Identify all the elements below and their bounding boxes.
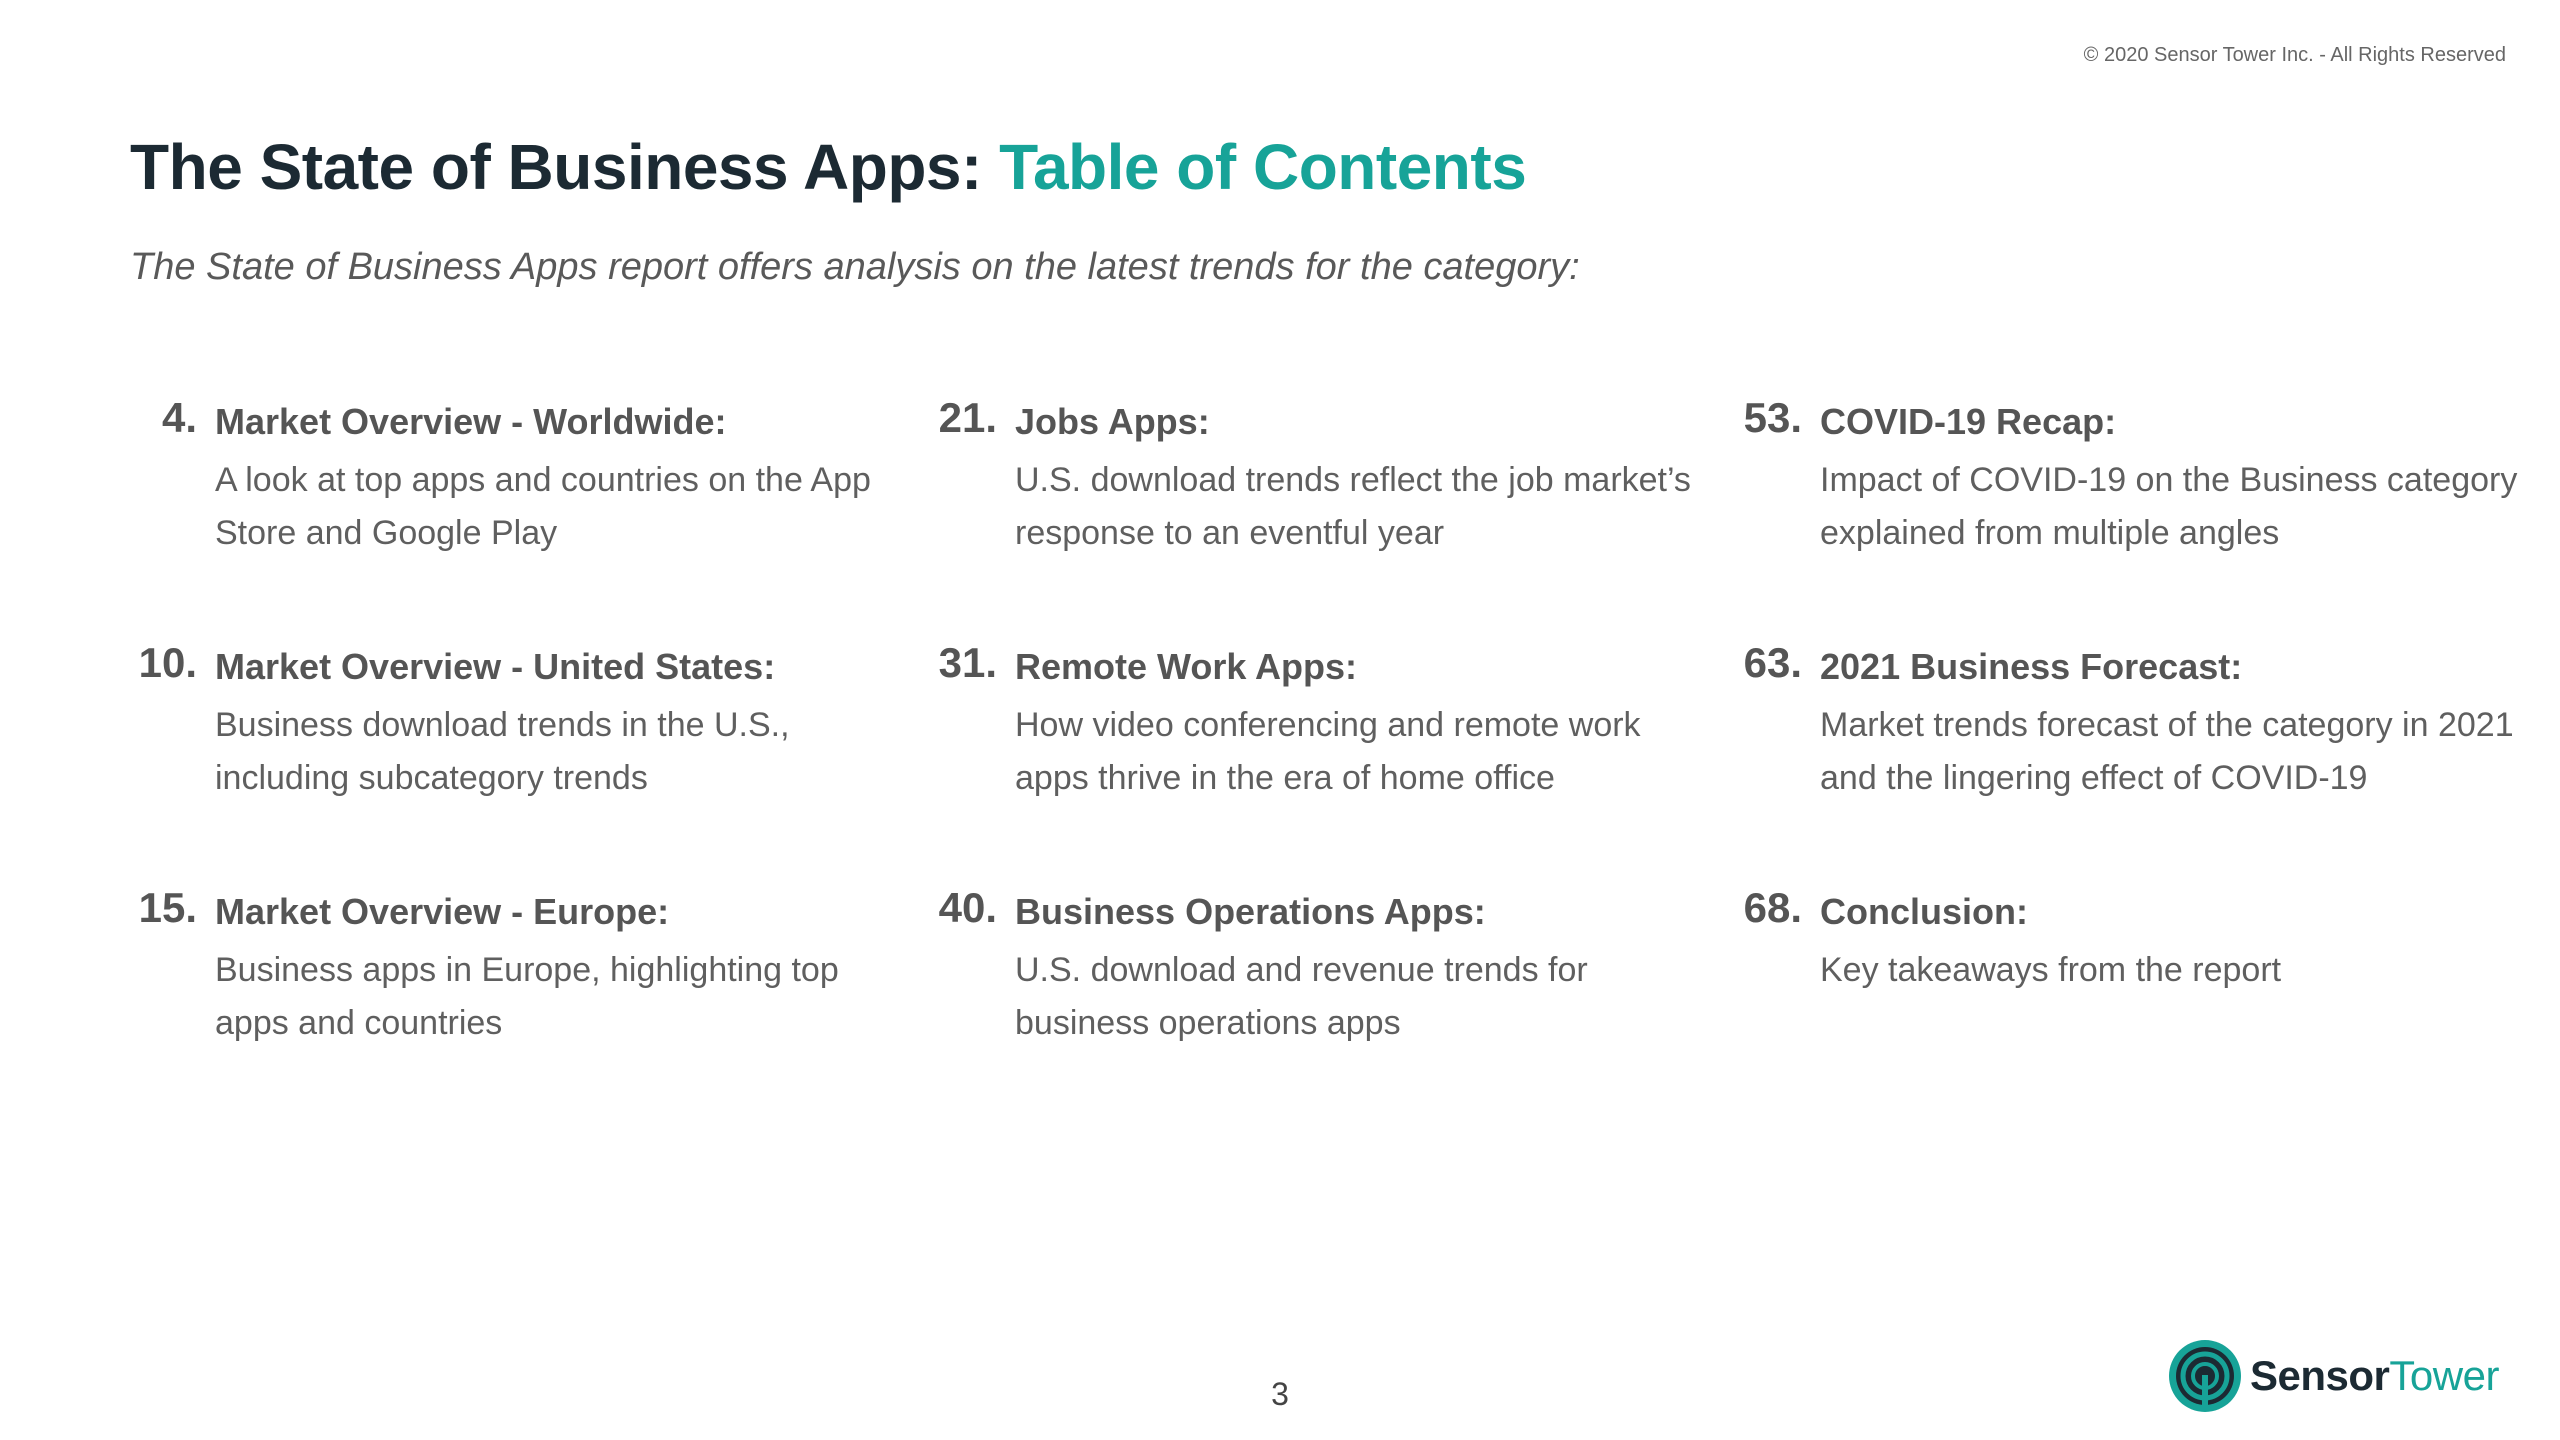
toc-item-market-overview-us[interactable] — [138, 639, 935, 805]
page-title-accent: Table of Contents — [999, 131, 1527, 203]
toc-description: Impact of COVID-19 on the Business category explained from multiple angles — [1820, 461, 2518, 552]
toc-description: Business apps in Europe, highlighting top apps and countries — [215, 951, 839, 1042]
toc-page-number: 31. — [938, 639, 997, 686]
toc-description: A look at top apps and countries on the App Store and Google Play — [215, 461, 871, 552]
toc-description: Business download trends in the U.S., including subcategory trends — [215, 706, 790, 797]
toc-heading: Conclusion: — [1820, 891, 2028, 932]
toc-heading: Business Operations Apps: — [1015, 891, 1486, 932]
toc-description: Key takeaways from the report — [1820, 951, 2282, 989]
toc-item-conclusion[interactable] — [1743, 884, 2540, 997]
toc-page-number: 53. — [1743, 394, 1802, 441]
toc-item-market-overview-worldwide[interactable] — [161, 394, 935, 560]
toc-item-business-forecast[interactable] — [1743, 639, 2540, 805]
toc-item-market-overview-europe[interactable] — [138, 884, 935, 1050]
toc-description: How video conferencing and remote work apps thrive in the era of home office — [1015, 706, 1641, 797]
page-subtitle: The State of Business Apps report offers analysis on the latest trends for the category: — [130, 246, 1580, 288]
sensor-tower-logo-icon — [2168, 1339, 2242, 1413]
toc-item-business-operations-apps[interactable] — [938, 884, 1735, 1050]
toc-heading: Market Overview - Worldwide: — [215, 401, 727, 442]
toc-heading: Remote Work Apps: — [1015, 646, 1358, 687]
toc-page-number: 10. — [138, 639, 197, 686]
logo-text-tower: Tower — [2389, 1352, 2499, 1399]
toc-description: U.S. download and revenue trends for business operations apps — [1015, 951, 1588, 1042]
copyright-notice: © 2020 Sensor Tower Inc. - All Rights Reserved — [2083, 44, 2506, 66]
toc-heading: 2021 Business Forecast: — [1820, 646, 2243, 687]
toc-item-remote-work-apps[interactable] — [938, 639, 1735, 805]
toc-description: U.S. download trends reflect the job market’s response to an eventful year — [1015, 461, 1691, 552]
toc-heading: Jobs Apps: — [1015, 401, 1210, 442]
toc-heading: Market Overview - United States: — [215, 646, 776, 687]
toc-page-number: 63. — [1743, 639, 1802, 686]
toc-item-jobs-apps[interactable] — [938, 394, 1735, 560]
toc-heading: COVID-19 Recap: — [1820, 401, 2117, 442]
toc-page-number: 4. — [161, 394, 197, 441]
toc-item-covid-19-recap[interactable] — [1743, 394, 2540, 560]
toc-page-number: 40. — [938, 884, 997, 931]
page-number: 3 — [1271, 1376, 1289, 1412]
toc-page-number: 15. — [138, 884, 197, 931]
sensor-tower-logo — [2168, 1336, 2499, 1416]
toc-description: Market trends forecast of the category in 2021 and the lingering effect of COVID-19 — [1820, 706, 2514, 797]
toc-heading: Market Overview - Europe: — [215, 891, 670, 932]
toc-page-number: 21. — [938, 394, 997, 441]
sensor-tower-logo-text — [2250, 1352, 2499, 1400]
page-title-main: The State of Business Apps: — [130, 131, 1000, 203]
logo-text-sensor: Sensor — [2250, 1352, 2390, 1399]
toc-page-number: 68. — [1743, 884, 1802, 931]
